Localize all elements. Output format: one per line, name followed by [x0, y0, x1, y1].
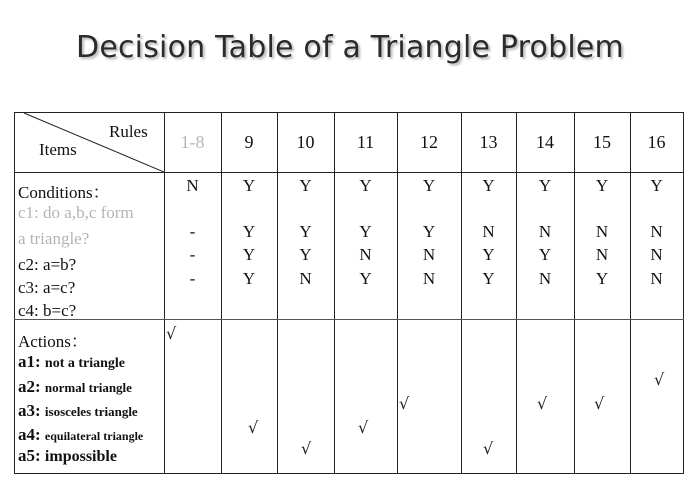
- condition-label-c3: c3: a=c?: [18, 278, 76, 297]
- column-divider: [221, 112, 222, 474]
- condition-label-c1: c1: do a,b,c form: [18, 203, 134, 222]
- action-label-a5: [18, 446, 117, 466]
- check-mark: √: [248, 418, 259, 437]
- rule-header-1-8: 1-8: [180, 132, 205, 152]
- action-text: not a triangle: [44, 356, 126, 371]
- action-label-a2: [18, 377, 132, 397]
- rule-header-12: 12: [420, 132, 438, 152]
- rule-header-14: 14: [536, 132, 554, 152]
- header-divider: [14, 172, 684, 173]
- header-diagonal: [14, 112, 164, 172]
- action-text: impossible: [44, 448, 117, 465]
- condition-value: Y: [359, 269, 372, 288]
- condition-value: Y: [422, 176, 436, 195]
- condition-value: Y: [482, 269, 495, 288]
- condition-value: Y: [359, 222, 372, 241]
- condition-label-c1-cont: a triangle?: [18, 229, 90, 248]
- condition-value: -: [189, 269, 196, 288]
- action-code: a4:: [18, 425, 41, 444]
- condition-value: Y: [242, 269, 256, 288]
- column-divider: [164, 112, 165, 474]
- rules-label: Rules: [109, 122, 148, 141]
- condition-value: Y: [422, 222, 436, 241]
- condition-value: N: [595, 222, 609, 241]
- action-code: a1:: [18, 352, 41, 371]
- condition-value: N: [650, 245, 663, 264]
- column-divider: [277, 112, 278, 474]
- condition-value: Y: [482, 176, 495, 195]
- action-text: isosceles triangle: [44, 404, 138, 419]
- condition-value: Y: [359, 176, 372, 195]
- column-divider: [630, 112, 631, 474]
- condition-value: Y: [299, 176, 312, 195]
- decision-table: [14, 112, 684, 474]
- section-divider: [14, 319, 684, 320]
- check-mark: √: [483, 439, 494, 458]
- check-mark: √: [537, 394, 548, 413]
- rule-header-10: 10: [296, 132, 315, 152]
- condition-value: Y: [482, 245, 495, 264]
- condition-value: -: [189, 245, 196, 264]
- table-border-right: [683, 112, 684, 474]
- condition-value: N: [186, 176, 199, 195]
- condition-value: Y: [242, 176, 256, 195]
- column-divider: [574, 112, 575, 474]
- action-text: normal triangle: [44, 380, 132, 395]
- column-divider: [461, 112, 462, 474]
- column-divider: [397, 112, 398, 474]
- conditions-heading: Conditions：: [18, 183, 110, 202]
- condition-value: Y: [299, 222, 312, 241]
- condition-value: Y: [595, 176, 609, 195]
- column-divider: [334, 112, 335, 474]
- items-label: Items: [39, 140, 77, 159]
- condition-value: N: [650, 269, 663, 288]
- condition-value: N: [595, 245, 609, 264]
- action-label-a3: [18, 401, 138, 421]
- condition-value: -: [189, 222, 196, 241]
- rule-header-16: 16: [647, 132, 666, 152]
- action-text: equilateral triangle: [44, 429, 144, 443]
- condition-value: N: [538, 269, 552, 288]
- action-label-a4: [18, 425, 143, 445]
- condition-value: Y: [299, 245, 312, 264]
- check-mark: √: [301, 439, 312, 458]
- table-border-bottom: [14, 473, 684, 474]
- condition-value: Y: [242, 222, 256, 241]
- condition-value: Y: [650, 176, 663, 195]
- condition-value: N: [422, 245, 436, 264]
- condition-value: N: [538, 222, 552, 241]
- check-mark: √: [358, 418, 369, 437]
- check-mark: √: [166, 324, 177, 343]
- check-mark: √: [399, 394, 410, 413]
- condition-label-c2: c2: a=b?: [18, 255, 77, 274]
- action-code: a2:: [18, 377, 41, 396]
- rule-header-11: 11: [356, 132, 375, 152]
- column-divider: [516, 112, 517, 474]
- action-code: a3:: [18, 401, 41, 420]
- check-mark: √: [594, 394, 605, 413]
- condition-value: Y: [538, 176, 552, 195]
- action-code: a5:: [18, 446, 41, 465]
- condition-value: N: [482, 222, 495, 241]
- condition-value: N: [359, 245, 372, 264]
- condition-value: Y: [538, 245, 552, 264]
- condition-label-c4: c4: b=c?: [18, 301, 77, 320]
- page-title: Decision Table of a Triangle Problem: [76, 30, 624, 65]
- rule-header-9: 9: [244, 132, 254, 152]
- action-label-a1: [18, 352, 125, 372]
- rule-header-13: 13: [479, 132, 498, 152]
- check-mark: √: [654, 370, 665, 389]
- condition-value: N: [422, 269, 436, 288]
- condition-value: N: [650, 222, 663, 241]
- rule-header-15: 15: [593, 132, 611, 152]
- condition-value: Y: [242, 245, 256, 264]
- condition-value: N: [299, 269, 312, 288]
- condition-value: Y: [595, 269, 609, 288]
- actions-heading: Actions：: [18, 332, 88, 351]
